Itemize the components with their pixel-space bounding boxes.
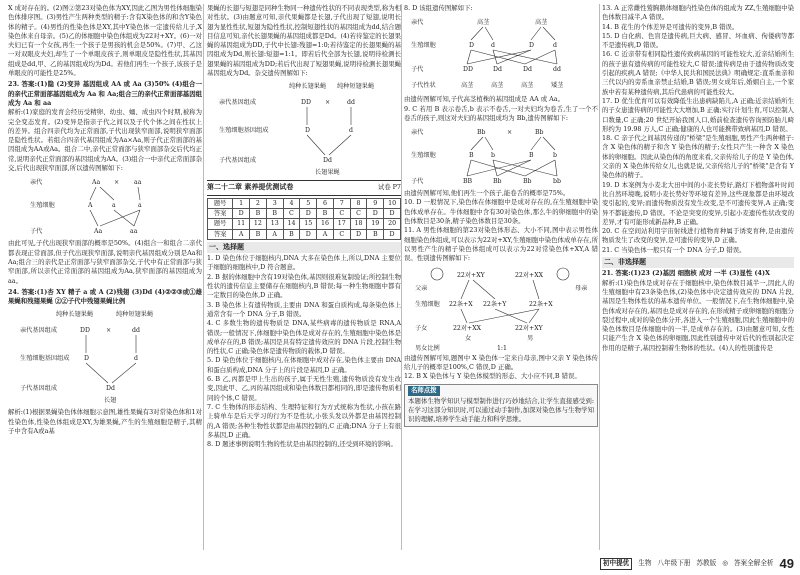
tip-text: 本题体生物学知识与模型制作进行巧妙地结合,让学生直接感受到:在学习这部分知识时,可以通过动手制作,加深对染色体与生物学知识的理解,培养学生动手能力和科学思维。 bbox=[408, 396, 594, 424]
svg-text:亲代: 亲代 bbox=[30, 179, 43, 187]
svg-text:D: D bbox=[529, 42, 534, 50]
svg-text:Bb: Bb bbox=[535, 129, 544, 137]
section-heading: 二、非选择题 bbox=[602, 257, 794, 268]
svg-text:Bb: Bb bbox=[477, 129, 486, 137]
svg-text:22条+Y: 22条+Y bbox=[483, 300, 507, 308]
svg-text:aa: aa bbox=[130, 228, 138, 236]
svg-text:dd: dd bbox=[347, 99, 355, 107]
list-item: 21. C 当染色体一般只有一个 DNA 分子,D 错误。 bbox=[602, 245, 746, 254]
svg-text:生殖细胞: 生殖细胞 bbox=[415, 300, 440, 308]
footer-edition: 苏教版 bbox=[696, 559, 717, 568]
list-item: 6. B 乙,丙都是甲上生出的孩子,属于无性生殖,遗传物质没有发生改变,因此甲、乙,丙的基因组成和染色体数目都相同的,即是遗传物质相同的个体,C 错误。 bbox=[207, 375, 401, 402]
svg-text:长翅: 长翅 bbox=[104, 397, 117, 405]
svg-text:22对+XY: 22对+XY bbox=[457, 271, 485, 279]
svg-text:B: B bbox=[469, 152, 474, 160]
svg-text:高茎: 高茎 bbox=[521, 82, 534, 90]
svg-text:A: A bbox=[88, 202, 93, 210]
svg-text:1:1: 1:1 bbox=[497, 344, 507, 352]
list-item: 9. C 若用 B 表示卷舌,b 表示不卷舌,一对夫妇均为卷舌,生了一个不卷舌的孩子,则这对夫妇的基因组成均为 Bb,遗传图解如下: bbox=[404, 104, 598, 122]
svg-text:亲代: 亲代 bbox=[411, 129, 424, 137]
svg-text:子女: 子女 bbox=[415, 324, 428, 332]
svg-text:b: b bbox=[491, 152, 495, 160]
svg-text:生殖细胞: 生殖细胞 bbox=[411, 152, 436, 160]
svg-text:B: B bbox=[529, 152, 534, 160]
svg-text:d: d bbox=[134, 355, 138, 363]
list-item: 11. A 男性体细胞的第23对染色体形态、大小不同,图中表示男性体细胞染色体组成,可以表示为22对+XY,生殖细胞中染色体成单存在,所以男性产生的精子染色体组成可以表示为22对常染色体+XY,A 错误。性别遗传图解如下: bbox=[404, 226, 598, 263]
svg-text:纯种短翅果蝇: 纯种短翅果蝇 bbox=[116, 311, 154, 319]
paragraph: 由此可见,子代出现狭窄面部的概率是50%。(4)组合一和组合二亲代都表现正常面部,但子代出现狭窄面部,说明亲代基因组成分别是Aa和Aa;组合三的亲代是正常面部与狭窄面部杂交,子代中有正常面部与狭窄面部,所以亲代正常面部的基因组成为Aa,狭窄面部的基因组成为aa。 bbox=[8, 239, 202, 285]
svg-text:高茎: 高茎 bbox=[491, 82, 504, 90]
svg-text:Aa: Aa bbox=[92, 179, 101, 187]
svg-text:DD: DD bbox=[301, 99, 311, 107]
svg-text:子代: 子代 bbox=[411, 178, 424, 186]
svg-text:矮茎: 矮茎 bbox=[551, 82, 564, 90]
svg-text:子代基因组成: 子代基因组成 bbox=[219, 157, 257, 165]
paragraph: 果蝇的长翅与短翅是同种生物同一种遗传性状的不同表现类型,称为相对性状。(3)由题意可知,亲代果蝇都是长翅,子代出现了短翅,说明长翅为显性性状,短翅为隐性性状,控制短翅性状的基因组成为dd,结合题目信息可知,亲代长翅果蝇的基因组成都是Dd。(4)若待鉴定的长翅果蝇的基因组成为DD,子代中长翅:残翅=1:0;若待鉴定的长翅果蝇的基因组成为Dd,则长翅:短翅=1:1。即若后代全部为长翅,说明待检测长翅果蝇的基因组成为DD;若后代出现了短翅果蝇,说明待检测长翅果蝇基因组成为Dd。杂交遗传图解如下: bbox=[207, 4, 401, 78]
svg-text:子代: 子代 bbox=[30, 228, 43, 236]
page-number: 49 bbox=[779, 556, 794, 572]
genetic-diagram-c bbox=[219, 80, 389, 178]
list-item: 7. C 生物体的形态结构、生理特征和行为方式统称为性状,小孩在路上骑单车是后天学习的行为不是性状,小张头发以外都是由基因控制的,A 错误;各种生物性状都是由基因控制的,C 正确;DNA 分子上有很多基因,D 正确。 bbox=[207, 402, 401, 439]
svg-text:子代: 子代 bbox=[411, 66, 424, 74]
svg-text:d: d bbox=[491, 42, 495, 50]
svg-text:长翅果蝇: 长翅果蝇 bbox=[315, 169, 340, 177]
svg-text:D: D bbox=[305, 127, 310, 135]
page-footer bbox=[8, 557, 794, 571]
genetic-diagram-d bbox=[411, 15, 591, 93]
svg-text:女: 女 bbox=[465, 334, 472, 342]
column-1 bbox=[8, 4, 202, 552]
svg-text:×: × bbox=[114, 179, 120, 187]
list-item: 3. B 染色体上有遗传物质,主要由 DNA 和蛋白质构成,每条染色体上通常含有一个 DNA 分子,B 错误。 bbox=[207, 300, 401, 318]
svg-text:22条+X: 22条+X bbox=[449, 300, 473, 308]
copyright-icon: ◎ bbox=[722, 559, 728, 568]
list-item: 18. C 亲子代之间基因传递的"桥梁"是生殖细胞,男性产生两种精子:含 X 染色体的精子和含 Y 染色体的精子;女性只产生一种含 X 染色体的卵细胞。因此从染色体的角度来看,父亲传给儿子的是 Y 染色体,父亲的 X 染色体传给女儿,也就是说,父亲传给儿子的"桥梁"是含有 Y 染色体的精子。 bbox=[602, 134, 794, 180]
svg-text:dd: dd bbox=[553, 66, 561, 74]
analysis-21: 解析:(1)染色体是成对存在于细胞核中,染色体数目减半一,因此人的生殖细胞中有23条染色体,(2)染色体中决定遗传效应的 DNA 片段,基因是生物体性状的基本遗传单位。一般情况下,在生物体细胞中,染色体成对存在的,基因也是成对存在的,在形成精子或卵细胞的细胞分裂过程中,成对的染色体分开,各进入一个生殖细胞,因此生殖细胞中的染色体数目是体细胞中的一半,是成单存在的。(3)由题意可知,女性只能产生含 X 染色体的卵细胞,因此性别遗传中对后代的性别起决定作用的是精子,基因控制着生物体的性状。(4)人的性别遗传是 bbox=[602, 278, 794, 352]
paragraph: 解析:(1)根据果蝇染色体体细胞示意图,雄性果蝇有3对常染色体和1对性染色体,性染色体组成是XY,为雄果蝇,产生的生殖细胞是精子,其精子中含有A或a基 bbox=[8, 408, 202, 436]
list-item: 20. C 在空间站利用宇宙射线进行植物育种属于诱变育种,是由遗传物质发生了改变的变异,是可遗传的变异,D 正确。 bbox=[602, 227, 794, 245]
answer-24: 24. 答案:(1)杏 XY 精子 a 或 A (2)残翅 (3)Dd (4)②②③或①雄果蝇和残翅果蝇 ②②子代中残翅果蝇比例 bbox=[8, 287, 202, 306]
svg-text:Dd: Dd bbox=[523, 66, 532, 74]
list-item: 8. D 该组遗传图解如下: bbox=[404, 4, 473, 12]
answer-23: 23. 答案:(1)隐 (2)变异 基因组成 AA 或 Aa (3)50% (4)组合一的亲代正常面部基因组成为 Aa 和 Aa;组合三的亲代正常面部基因组成为 Aa 和 aa bbox=[8, 80, 202, 107]
svg-text:DD: DD bbox=[463, 66, 473, 74]
table-row: 答案 A B A B D A C D B D bbox=[208, 229, 401, 239]
svg-text:亲代基因组成: 亲代基因组成 bbox=[219, 99, 257, 107]
svg-text:生殖细胞: 生殖细胞 bbox=[411, 42, 436, 50]
svg-text:Bb: Bb bbox=[493, 178, 502, 186]
list-item: 8. D 题述事例说明生物的性状是由基因控制的,还受到环境的影响。 bbox=[207, 440, 397, 449]
svg-text:22对+XX: 22对+XX bbox=[515, 271, 544, 279]
paragraph: 由遗传图解可知,题图中 X 染色体一定来自母亲,图中父亲 Y 染色体传给儿子的概率是100%,C 错误,D 正确。 bbox=[404, 353, 598, 371]
svg-text:男女比例: 男女比例 bbox=[415, 344, 440, 352]
list-item: 17. D 优生优育可以有效降低生出患病缺陷儿,A 正确;近亲结婚所生的子女患遗传病的可能性大大增加,B 正确;实行计划生育,可以控制人口数量,C 正确;20 世纪开始我国人口,婚前检查遗传咨询预防胎儿畸形约为 19.98 万人,C 正确;健康的人也可能携带致病基因,D 错误。 bbox=[602, 96, 794, 133]
brand-logo: 初中提优 bbox=[600, 558, 632, 569]
svg-text:高茎: 高茎 bbox=[461, 82, 474, 90]
table-row: 题号 11 12 13 14 15 16 17 18 19 20 bbox=[208, 219, 401, 229]
list-item: 15. D 白化病、色盲是遗传病,巨大病、感冒、坏血病、佝偻病等都不是遗传病,D 错误。 bbox=[602, 31, 794, 50]
column-divider bbox=[599, 4, 600, 550]
svg-text:dd: dd bbox=[132, 327, 140, 335]
section-heading: 一、选择题 bbox=[207, 242, 401, 253]
column-divider bbox=[203, 4, 204, 550]
list-item: 12. B X 染色体与 Y 染色体模型的形态、大小应不同,B 错误。 bbox=[404, 372, 581, 381]
column-3 bbox=[404, 4, 598, 552]
svg-text:纯种长翅果蝇: 纯种长翅果蝇 bbox=[289, 83, 327, 91]
list-item: 16. C 近亲带有相同隐性遗传致病基因的可能性较大,近亲结婚所生的孩子患有遗传病的可能性较大,C 错误;遗传病是由于遗传物质改变引起的疾病,A 错误;《中华人民共和国民法典》明确规定:直系血亲和三代以内的旁系血亲禁止结婚,B 错误;男女成年后,婚姻自主,一个家族中若有某种遗传病,其后代患病的可能性较大。 bbox=[602, 50, 794, 96]
svg-text:aa: aa bbox=[134, 179, 142, 187]
test-page-ref: 试卷 P7 bbox=[377, 183, 401, 192]
svg-text:22条+X: 22条+X bbox=[529, 300, 553, 308]
test-title: 第二十二章 素养提优测试卷 bbox=[207, 183, 294, 192]
table-row: 答案 D B B C D B C C D D bbox=[208, 208, 401, 218]
svg-text:父亲: 父亲 bbox=[415, 284, 428, 292]
list-item: 19. D 本案例为小麦北大田中间的小麦长势好,路灯下植物落叶时间比自然环境晚,说明小麦长势好等环境有差异,这些现象都是由环境改变引起的,变异;而遗传物质没有发生改变,是不可遗传变异,A 正确;变异不都能遗传,D 错误。不论是突变的变异,引起小麦遗传性状改变的差异,才有可能形成新品种,B 正确。 bbox=[602, 180, 794, 226]
svg-text:纯种长翅果蝇: 纯种长翅果蝇 bbox=[56, 311, 94, 319]
svg-text:×: × bbox=[325, 99, 331, 107]
footer-grade: 八年级下册 bbox=[657, 559, 691, 568]
svg-text:DD: DD bbox=[80, 327, 90, 335]
mother-avatar-icon bbox=[557, 268, 569, 280]
svg-text:母亲: 母亲 bbox=[575, 284, 588, 292]
svg-text:Dd: Dd bbox=[106, 385, 115, 393]
paragraph: X 成对存在的。(2)图②第23对染色体为XY,因此乙图为男性体细胞染色体排序图。(3)男性产生两种类型的精子:含有X染色体的和含Y染色体的精子。(4)男性的性染色体是XY,其中Y染色体一定遗传给儿子,X染色体来自母亲。(5)乙的体细胞中染色体组成为22对+XY。(6)一对夫妇已有一个女孩,再生一个孩子是男孩的机会是50%。(7)甲、乙这一对双眼皮夫妇,却生了一个单眼皮孩子,则单眼皮是隐性性状,其基因组成是dd,甲、乙的基因组成均为Dd。若他们再生一个孩子,该孩子是单眼皮的可能性是25%。 bbox=[8, 4, 202, 78]
list-item: 14. B 花生的个体差异是可遗传的变异,B 错误。 bbox=[602, 22, 739, 31]
svg-text:bb: bb bbox=[553, 178, 561, 186]
column-divider bbox=[401, 4, 402, 550]
svg-text:a: a bbox=[112, 202, 116, 210]
column-4 bbox=[602, 4, 794, 552]
footer-subject: 生物 bbox=[638, 559, 652, 568]
svg-text:×: × bbox=[106, 327, 112, 335]
column-2 bbox=[207, 4, 401, 552]
svg-text:Aa: Aa bbox=[94, 228, 103, 236]
svg-text:b: b bbox=[553, 152, 557, 160]
paragraph: 由遗传图解可知,他们再生一个孩子,能卷舌的概率是75%。 bbox=[404, 189, 570, 198]
svg-text:22对+XX: 22对+XX bbox=[453, 324, 482, 332]
genetic-diagram-a bbox=[30, 175, 180, 237]
svg-text:男: 男 bbox=[527, 334, 534, 342]
svg-text:亲代: 亲代 bbox=[411, 19, 424, 27]
list-item: 10. D 一般情况下,染色体在体细胞中是成对存在的,在生殖细胞中染色体成单存在。牛体细胞中含有30对染色体,那么牛的卵细胞中的染色体数目是30条,精子染色体数目是30条。 bbox=[404, 198, 598, 226]
analysis-23: 解析:(1)家庭的发育会经历受精卵、幼虫、蛹、成虫四个时期,被称为完全变态发育。(2)变异是指亲子代之间以及子代个体之间在性状上的差异。组合四亲代均为正常面部,子代出现狭窄面部,说明狭窄面部是隐性性状。若组合四亲代基因组成为Aa×Aa,则子代正常面部的基因组成为AA或Aa。组合二中,亲代正常面部与狭窄面部杂交后代均正常,说明亲代正常面部的基因组成为AA。(3)组合一中亲代正常面部杂交,后代出现狭窄面部,所以遗传图解如下: bbox=[8, 108, 202, 173]
svg-text:亲代基因组成: 亲代基因组成 bbox=[20, 327, 58, 335]
svg-text:D: D bbox=[469, 42, 474, 50]
svg-text:纯种短翅果蝇: 纯种短翅果蝇 bbox=[337, 83, 375, 91]
svg-text:高茎: 高茎 bbox=[477, 19, 490, 27]
genetic-diagram-sex bbox=[411, 266, 591, 352]
table-row: 题号 1 2 3 4 5 6 7 8 9 10 bbox=[208, 198, 401, 208]
svg-text:Bb: Bb bbox=[523, 178, 532, 186]
genetic-diagram-e bbox=[411, 125, 591, 187]
list-item: 4. C 多数生物的遗传物质是 DNA,某些病毒的遗传物质是 RNA,A 错误;一般情况下,体细胞中染色体是成对存在的,生殖细胞中染色体是成单存在的,B 错误;基因是具有特定遗传效应的 DNA 片段,控制生物的性状,C 正确;染色体是遗传物质的载体,D 错误。 bbox=[207, 319, 401, 356]
tip-heading: 名师点拨 bbox=[408, 386, 440, 395]
answer-table bbox=[207, 198, 401, 240]
footer-tag: 答案全解全析 bbox=[733, 559, 774, 568]
svg-text:子代性状: 子代性状 bbox=[411, 82, 436, 90]
list-item: 13. A 正常雌性鹫胸鹅体细胞内性染色体的组成为 ZZ,生殖细胞中染色体数目减半,A 错误。 bbox=[602, 4, 794, 22]
svg-text:子代基因组成: 子代基因组成 bbox=[20, 385, 58, 393]
svg-text:Dd: Dd bbox=[493, 66, 502, 74]
list-item: 1. D 染色体位于细胞核内,DNA 大多在染色体上,所以,DNA 主要位于细胞的细胞核中,D 符合题意。 bbox=[207, 254, 401, 272]
svg-text:D: D bbox=[84, 355, 89, 363]
svg-text:生殖细胞基因组成: 生殖细胞基因组成 bbox=[20, 355, 70, 363]
answer-21: 21. 答案:(1)23 (2)基因 细胞核 成对 一半 (3)显性 (4)X bbox=[602, 269, 770, 278]
list-item: 5. D 染色体位于细胞核内,在体细胞中成对存在,染色体主要由 DNA 和蛋白质构成,DNA 分子上的片段是基因,D 正确。 bbox=[207, 356, 401, 374]
svg-text:×: × bbox=[507, 129, 513, 137]
father-avatar-icon bbox=[431, 268, 443, 280]
svg-text:Dd: Dd bbox=[323, 157, 332, 165]
svg-text:生殖细胞: 生殖细胞 bbox=[30, 202, 55, 210]
list-item: 2. B 据的体细胞中含有19对染色体,基因则很难复制验证;所控制生物性状的遗传信息主要储存在细胞核内,B 错误;每一种生物细胞中都有一定数目的染色体,D 正确。 bbox=[207, 272, 401, 300]
svg-text:d: d bbox=[349, 127, 353, 135]
svg-text:高茎: 高茎 bbox=[535, 19, 548, 27]
teacher-tip-box bbox=[404, 384, 598, 426]
svg-text:d: d bbox=[553, 42, 557, 50]
svg-text:生殖细胞基因组成: 生殖细胞基因组成 bbox=[219, 127, 269, 135]
genetic-diagram-b bbox=[20, 308, 190, 406]
paragraph: 由遗传图解可知,子代高茎植株的基因组成是 AA 或 Aa。 bbox=[404, 95, 564, 104]
svg-text:a: a bbox=[138, 202, 142, 210]
svg-text:BB: BB bbox=[463, 178, 473, 186]
svg-text:22对+XY: 22对+XY bbox=[515, 324, 543, 332]
